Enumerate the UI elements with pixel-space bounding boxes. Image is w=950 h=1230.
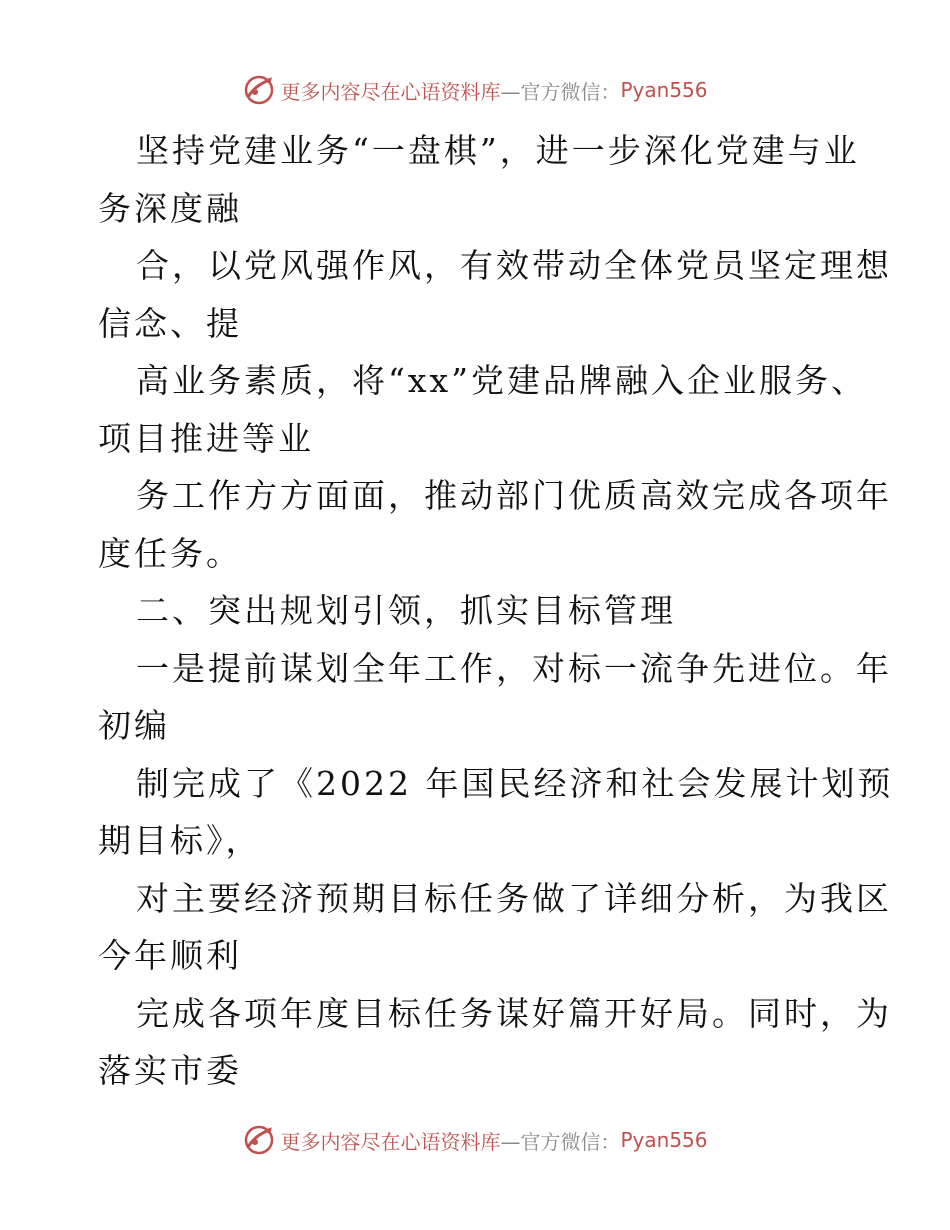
text-line: 初编 — [98, 706, 170, 745]
text-line: 务深度融 — [98, 188, 242, 228]
footer-watermark — [0, 1120, 950, 1160]
text-line: 制完成了《2022 年国民经济和社会发展计划预 — [136, 763, 894, 803]
pen-swirl-logo-icon — [242, 1123, 276, 1157]
text-line: 合，以党风强作风，有效带动全体党员坚定理想 — [136, 246, 892, 285]
text-line: 完成各项年度目标任务谋好篇开好局。同时，为 — [136, 993, 892, 1033]
text-line: 期目标》， — [98, 821, 262, 860]
text-line: 今年顺利 — [98, 936, 242, 975]
text-line: 二、突出规划引领，抓实目标管理 — [136, 591, 676, 630]
document-body — [98, 122, 894, 1100]
watermark-main-text: 更多内容尽在心语资料库 — [280, 1129, 501, 1154]
text-line: 坚持党建业务“一盘棋”，进一步深化党建与业 — [136, 131, 860, 170]
text-line: 一是提前谋划全年工作，对标一流争先进位。年 — [136, 648, 892, 688]
text-line: 信念、提 — [98, 303, 242, 343]
watermark-sub-text: —官方微信： — [500, 79, 621, 104]
watermark-id-text: Pyan556 — [620, 1128, 708, 1152]
text-line: 对主要经济预期目标任务做了详细分析，为我区 — [136, 878, 892, 918]
text-line: 项目推进等业 — [98, 418, 314, 458]
text-line: 高业务素质，将“xx”党建品牌融入企业服务、 — [136, 361, 867, 400]
watermark-main-text: 更多内容尽在心语资料库 — [280, 79, 501, 104]
text-line: 度任务。 — [98, 533, 242, 573]
text-line: 务工作方方面面，推动部门优质高效完成各项年 — [136, 476, 892, 515]
header-watermark — [0, 70, 950, 110]
watermark-id-text: Pyan556 — [620, 78, 708, 102]
text-line: 落实市委 — [98, 1051, 242, 1090]
watermark-sub-text: —官方微信： — [500, 1129, 621, 1154]
pen-swirl-logo-icon — [242, 73, 276, 107]
